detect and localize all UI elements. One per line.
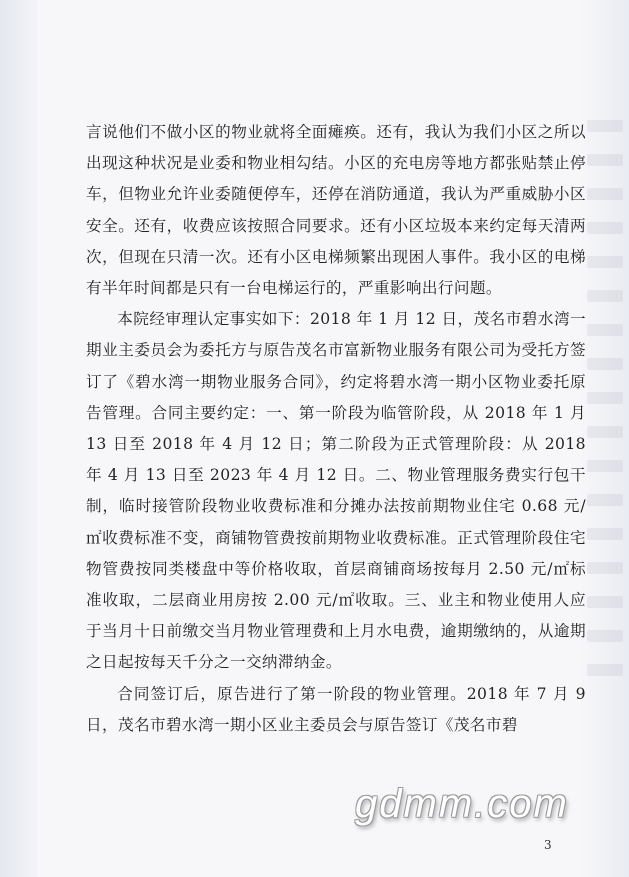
page-number: 3	[544, 838, 552, 852]
paragraph: 言说他们不做小区的物业就将全面瘫痪。还有，我认为我们小区之所以出现这种状况是业委和物业相勾结。小区的充电房等地方都张贴禁止停车，但物业允许业委随便停车，还停在消防通道，我认为严重威胁小区安全。还有，收费应该按照合同要求。还有小区垃圾本来约定每天清两次，但现在只清一次。还有小区电梯频繁出现困人事件。我小区的电梯有半年时间都是只有一台电梯运行的，严重影响出行问题。	[86, 123, 586, 298]
watermark-logo: gdmm.com	[355, 782, 569, 826]
body-text	[86, 117, 586, 741]
paragraph: 合同签订后，原告进行了第一阶段的物业管理。2018 年 7 月 9 日，茂名市碧水湾一期小区业主委员会与原告签订《茂名市碧	[86, 684, 586, 734]
page-shadow-left	[0, 0, 38, 877]
paragraph: 本院经审理认定事实如下：2018 年 1 月 12 日，茂名市碧水湾一期业主委员会为委托方与原告茂名市富新物业服务有限公司为受托方签订了《碧水湾一期物业服务合同》，约定将碧水湾一期小区物业委托原告管理。合同主要约定：一、第一阶段为临管阶段，从 2018 年 1 月 13 日至 2018 年 4 月 12 日；第二阶段为正式管理阶段：从 2018 年 4 月 13 日至 2023 年 4 月 12 日。二、物业管理服务费实行包干制，临时接管阶段物业收费标准和分摊办法按前期物业住宅 0.68 元/㎡收费标准不变，商铺物管费按前期物业收费标准。正式管理阶段住宅物管费按同类楼盘中等价格收取，首层商铺商场按每月 2.50 元/㎡标准收取，二层商业用房按 2.00 元/㎡收取。三、业主和物业使用人应于当月十日前缴交当月物业管理费和上月水电费，逾期缴纳的，从逾期之日起按每天千分之一交纳滞纳金。	[86, 310, 586, 672]
bleed-through-text	[587, 120, 623, 720]
